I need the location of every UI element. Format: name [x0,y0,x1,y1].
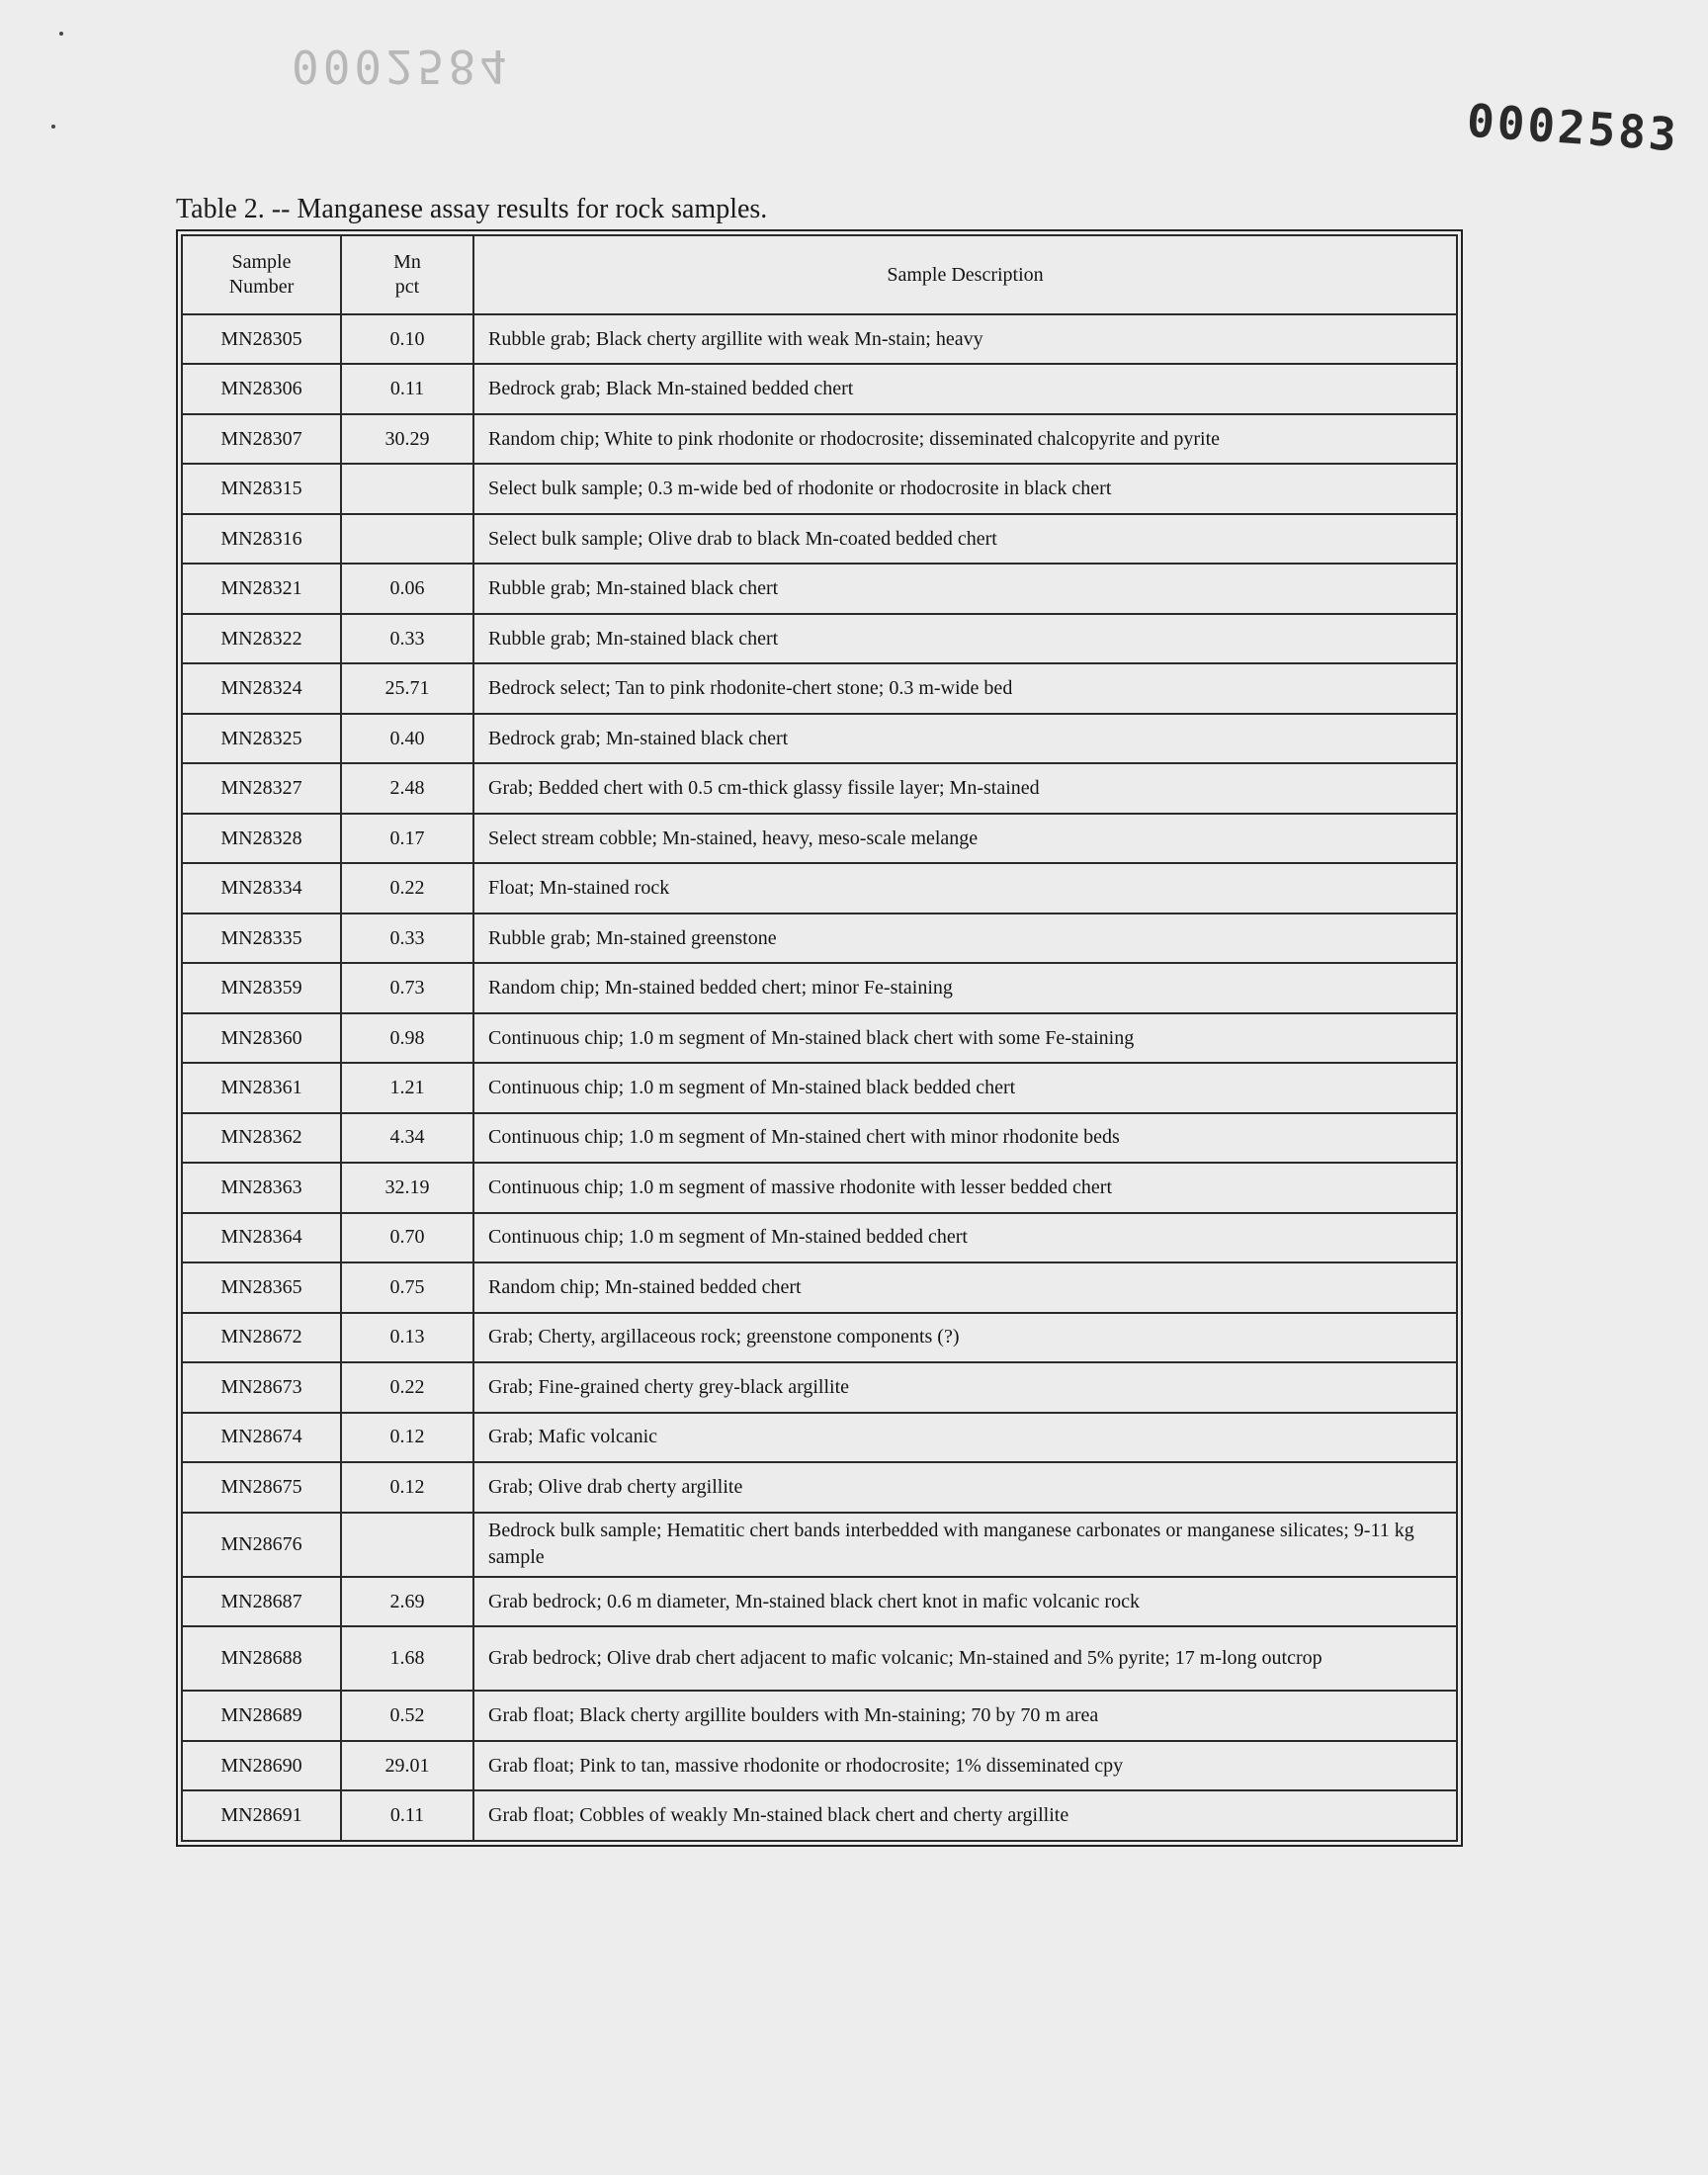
mn-pct-cell: 4.34 [341,1113,473,1163]
sample-number-cell: MN28359 [182,963,341,1012]
mn-pct-cell: 0.11 [341,1790,473,1841]
sample-description-cell: Continuous chip; 1.0 m segment of Mn-stained black chert with some Fe-staining [473,1013,1457,1063]
sample-number-cell: MN28328 [182,814,341,863]
mn-pct-cell: 0.13 [341,1313,473,1362]
sample-number-cell: MN28362 [182,1113,341,1163]
scan-speck [51,125,55,129]
mn-pct-cell [341,1513,473,1577]
sample-description-cell: Rubble grab; Mn-stained black chert [473,564,1457,613]
sample-number-cell: MN28315 [182,464,341,513]
header-sample-number: Sample Number [182,235,341,314]
table-row [182,963,1457,1012]
sample-description-cell: Select bulk sample; 0.3 m-wide bed of rhodonite or rhodocrosite in black chert [473,464,1457,513]
mn-pct-cell: 32.19 [341,1163,473,1212]
sample-number-cell: MN28691 [182,1790,341,1841]
mn-pct-cell: 0.11 [341,364,473,413]
mn-pct-cell: 0.98 [341,1013,473,1063]
mn-pct-cell: 1.21 [341,1063,473,1112]
mn-pct-cell [341,464,473,513]
sample-description-cell: Grab; Cherty, argillaceous rock; greenstone components (?) [473,1313,1457,1362]
table-row [182,314,1457,364]
sample-number-cell: MN28674 [182,1413,341,1462]
sample-number-cell: MN28335 [182,914,341,963]
mn-pct-cell: 0.22 [341,1362,473,1412]
mn-pct-cell: 0.73 [341,963,473,1012]
sample-description-cell: Grab; Fine-grained cherty grey-black argillite [473,1362,1457,1412]
table-row [182,1013,1457,1063]
sample-description-cell: Random chip; Mn-stained bedded chert; minor Fe-staining [473,963,1457,1012]
sample-description-cell: Grab float; Pink to tan, massive rhodonite or rhodocrosite; 1% disseminated cpy [473,1741,1457,1790]
table-row [182,914,1457,963]
mn-pct-cell: 0.52 [341,1691,473,1740]
table-row [182,1362,1457,1412]
sample-description-cell: Continuous chip; 1.0 m segment of Mn-stained chert with minor rhodonite beds [473,1113,1457,1163]
mn-pct-cell: 0.40 [341,714,473,763]
mn-pct-cell: 29.01 [341,1741,473,1790]
sample-description-cell: Random chip; White to pink rhodonite or rhodocrosite; disseminated chalcopyrite and pyrite [473,414,1457,464]
table-row [182,1626,1457,1691]
table-row [182,714,1457,763]
mn-pct-cell: 0.17 [341,814,473,863]
sample-number-cell: MN28676 [182,1513,341,1577]
table-row [182,1577,1457,1626]
table-row [182,614,1457,663]
sample-number-cell: MN28360 [182,1013,341,1063]
table-row [182,564,1457,613]
sample-description-cell: Bedrock select; Tan to pink rhodonite-chert stone; 0.3 m-wide bed [473,663,1457,713]
sample-number-cell: MN28673 [182,1362,341,1412]
sample-description-cell: Random chip; Mn-stained bedded chert [473,1262,1457,1312]
table-row [182,464,1457,513]
sample-description-cell: Rubble grab; Black cherty argillite with weak Mn-stain; heavy [473,314,1457,364]
table-row [182,1741,1457,1790]
table-row [182,1063,1457,1112]
table-row [182,763,1457,813]
sample-number-cell: MN28321 [182,564,341,613]
mn-pct-cell: 0.75 [341,1262,473,1312]
mn-pct-cell [341,514,473,564]
table-row [182,663,1457,713]
sample-number-cell: MN28675 [182,1462,341,1512]
sample-number-cell: MN28305 [182,314,341,364]
sample-number-cell: MN28325 [182,714,341,763]
table-row [182,1213,1457,1262]
faint-bleedthrough-number: 0002584 [292,40,511,93]
sample-description-cell: Select bulk sample; Olive drab to black Mn-coated bedded chert [473,514,1457,564]
table-title: Table 2. -- Manganese assay results for rock samples. [176,194,768,224]
sample-number-cell: MN28689 [182,1691,341,1740]
mn-pct-cell: 0.70 [341,1213,473,1262]
table-row [182,1413,1457,1462]
sample-description-cell: Grab; Bedded chert with 0.5 cm-thick glassy fissile layer; Mn-stained [473,763,1457,813]
page-number-stamp: 0002583 [1465,93,1681,162]
sample-description-cell: Bedrock bulk sample; Hematitic chert bands interbedded with manganese carbonates or manganese silicates; 9-11 kg sample [473,1513,1457,1577]
sample-description-cell: Grab; Mafic volcanic [473,1413,1457,1462]
header-sample-description: Sample Description [473,235,1457,314]
mn-pct-cell: 0.22 [341,863,473,913]
mn-pct-cell: 0.12 [341,1462,473,1512]
mn-pct-cell: 0.12 [341,1413,473,1462]
sample-number-cell: MN28690 [182,1741,341,1790]
table-row [182,1790,1457,1841]
sample-number-cell: MN28365 [182,1262,341,1312]
sample-description-cell: Float; Mn-stained rock [473,863,1457,913]
mn-pct-cell: 0.10 [341,314,473,364]
sample-description-cell: Rubble grab; Mn-stained greenstone [473,914,1457,963]
mn-pct-cell: 0.33 [341,614,473,663]
sample-number-cell: MN28307 [182,414,341,464]
sample-number-cell: MN28361 [182,1063,341,1112]
header-mn-pct: Mn pct [341,235,473,314]
sample-number-cell: MN28327 [182,763,341,813]
sample-description-cell: Grab bedrock; Olive drab chert adjacent to mafic volcanic; Mn-stained and 5% pyrite; 17 m-long outcrop [473,1626,1457,1691]
sample-description-cell: Grab bedrock; 0.6 m diameter, Mn-stained black chert knot in mafic volcanic rock [473,1577,1457,1626]
sample-description-cell: Grab; Olive drab cherty argillite [473,1462,1457,1512]
table-row [182,414,1457,464]
table-frame [176,229,1463,1847]
table-row [182,514,1457,564]
sample-number-cell: MN28687 [182,1577,341,1626]
table-row [182,1313,1457,1362]
sample-number-cell: MN28672 [182,1313,341,1362]
table-row [182,814,1457,863]
sample-number-cell: MN28322 [182,614,341,663]
sample-description-cell: Bedrock grab; Mn-stained black chert [473,714,1457,763]
sample-number-cell: MN28316 [182,514,341,564]
sample-number-cell: MN28364 [182,1213,341,1262]
mn-pct-cell: 25.71 [341,663,473,713]
table-row [182,1513,1457,1577]
sample-description-cell: Rubble grab; Mn-stained black chert [473,614,1457,663]
table-row [182,1691,1457,1740]
sample-number-cell: MN28324 [182,663,341,713]
sample-description-cell: Continuous chip; 1.0 m segment of Mn-stained black bedded chert [473,1063,1457,1112]
sample-description-cell: Grab float; Cobbles of weakly Mn-stained black chert and cherty argillite [473,1790,1457,1841]
mn-pct-cell: 0.33 [341,914,473,963]
mn-pct-cell: 30.29 [341,414,473,464]
table-row [182,1163,1457,1212]
sample-description-cell: Bedrock grab; Black Mn-stained bedded chert [473,364,1457,413]
sample-description-cell: Continuous chip; 1.0 m segment of massive rhodonite with lesser bedded chert [473,1163,1457,1212]
mn-pct-cell: 2.69 [341,1577,473,1626]
sample-number-cell: MN28306 [182,364,341,413]
table-row [182,1113,1457,1163]
assay-table [181,234,1458,1842]
table-row [182,1262,1457,1312]
sample-number-cell: MN28334 [182,863,341,913]
mn-pct-cell: 2.48 [341,763,473,813]
table-row [182,1462,1457,1512]
sample-number-cell: MN28688 [182,1626,341,1691]
mn-pct-cell: 1.68 [341,1626,473,1691]
sample-description-cell: Continuous chip; 1.0 m segment of Mn-stained bedded chert [473,1213,1457,1262]
sample-number-cell: MN28363 [182,1163,341,1212]
mn-pct-cell: 0.06 [341,564,473,613]
sample-description-cell: Grab float; Black cherty argillite boulders with Mn-staining; 70 by 70 m area [473,1691,1457,1740]
table-row [182,863,1457,913]
sample-description-cell: Select stream cobble; Mn-stained, heavy, meso-scale melange [473,814,1457,863]
table-header-row [182,235,1457,314]
table-body [182,314,1457,1841]
table-row [182,364,1457,413]
scan-speck [59,32,63,36]
